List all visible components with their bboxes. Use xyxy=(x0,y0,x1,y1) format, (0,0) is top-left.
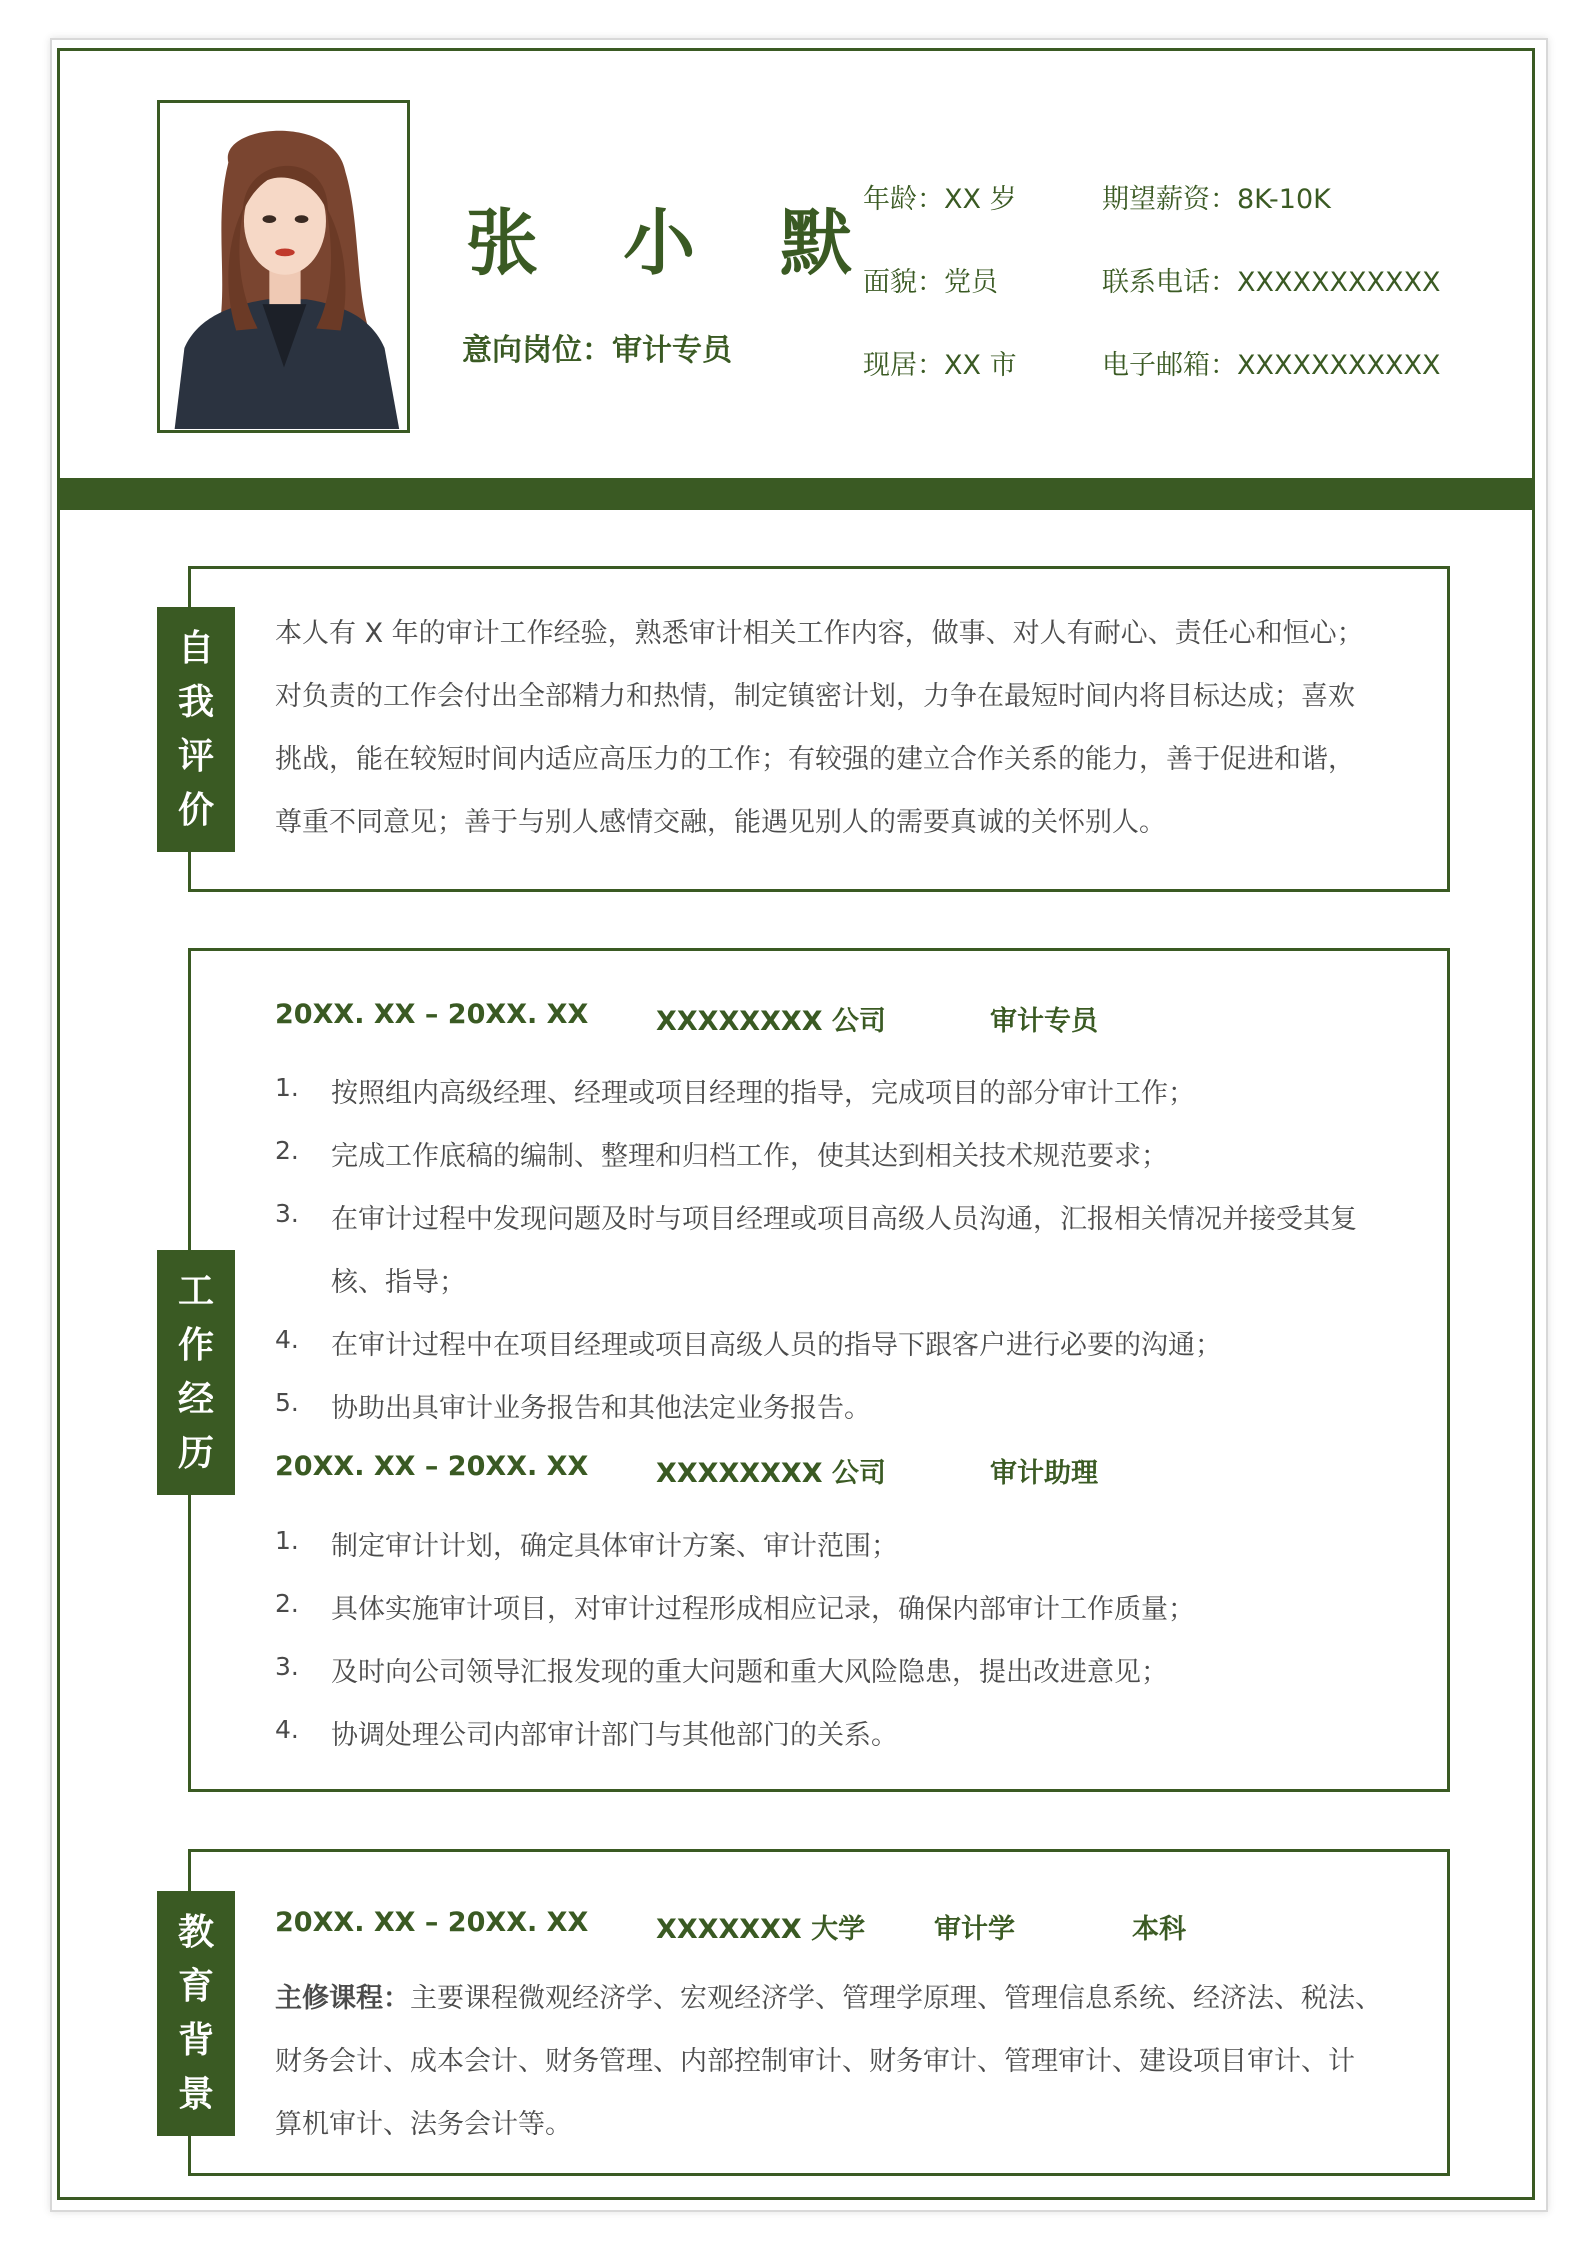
residence-info: 现居：XX 市 xyxy=(863,350,1017,381)
list-item: 在审计过程中发现问题及时与项目经理或项目高级人员沟通，汇报相关情况并接受其复 xyxy=(331,1204,1357,1235)
edu-degree: 本科 xyxy=(1132,1914,1186,1945)
list-item: 协助出具审计业务报告和其他法定业务报告。 xyxy=(331,1393,871,1424)
job-role: 审计专员 xyxy=(990,1006,1098,1037)
edu-period: 20XX. XX – 20XX. XX xyxy=(275,1907,589,1938)
header-divider-bar xyxy=(57,478,1535,510)
list-number: 4. xyxy=(275,1325,299,1354)
courses-text xyxy=(275,1967,1382,2156)
expected-salary-info: 期望薪资：8K-10K xyxy=(1102,184,1331,215)
job-period: 20XX. XX – 20XX. XX xyxy=(275,1451,589,1482)
list-number: 3. xyxy=(275,1652,299,1681)
list-item: 在审计过程中在项目经理或项目高级人员的指导下跟客户进行必要的沟通； xyxy=(331,1330,1222,1361)
list-item-continued: 核、指导； xyxy=(331,1267,466,1298)
self-eval-tab xyxy=(157,607,235,852)
education-tab xyxy=(157,1891,235,2136)
self-eval-line: 挑战，能在较短时间内适应高压力的工作；有较强的建立合作关系的能力，善于促进和谐， xyxy=(275,744,1355,775)
edu-major: 审计学 xyxy=(934,1914,1015,1945)
work-tab xyxy=(157,1250,235,1495)
list-number: 2. xyxy=(275,1589,299,1618)
self-eval-line: 对负责的工作会付出全部精力和热情，制定镇密计划，力争在最短时间内将目标达成；喜欢 xyxy=(275,681,1355,712)
candidate-name: 张 小 默 xyxy=(466,201,883,285)
job-company: XXXXXXXX 公司 xyxy=(656,1458,886,1489)
list-number: 5. xyxy=(275,1388,299,1417)
self-eval-line: 尊重不同意见；善于与别人感情交融，能遇见别人的需要真诚的关怀别人。 xyxy=(275,807,1166,838)
courses-line xyxy=(275,1967,1382,2030)
list-number: 3. xyxy=(275,1199,299,1228)
courses-label: 主修课程： xyxy=(275,1983,410,2014)
list-item: 按照组内高级经理、经理或项目经理的指导，完成项目的部分审计工作； xyxy=(331,1078,1195,1109)
list-item: 协调处理公司内部审计部门与其他部门的关系。 xyxy=(331,1720,898,1751)
list-item: 制定审计计划，确定具体审计方案、审计范围； xyxy=(331,1531,898,1562)
list-number: 2. xyxy=(275,1136,299,1165)
job-company: XXXXXXXX 公司 xyxy=(656,1006,886,1037)
self-eval-line: 本人有 X 年的审计工作经验，熟悉审计相关工作内容，做事、对人有耐心、责任心和恒心； xyxy=(275,618,1364,649)
list-item: 及时向公司领导汇报发现的重大问题和重大风险隐患，提出改进意见； xyxy=(331,1657,1168,1688)
profile-photo xyxy=(157,100,410,433)
courses-content: 主要课程微观经济学、宏观经济学、管理学原理、管理信息系统、经济法、税法、 xyxy=(410,1983,1382,2014)
job-role: 审计助理 xyxy=(990,1458,1098,1489)
self-eval-text xyxy=(275,602,1364,854)
phone-info: 联系电话：XXXXXXXXXXX xyxy=(1102,267,1441,298)
political-status-info: 面貌：党员 xyxy=(863,267,998,298)
courses-line: 算机审计、法务会计等。 xyxy=(275,2109,572,2140)
list-item: 具体实施审计项目，对审计过程形成相应记录，确保内部审计工作质量； xyxy=(331,1594,1195,1625)
edu-school: XXXXXXX 大学 xyxy=(656,1914,866,1945)
list-number: 1. xyxy=(275,1526,299,1555)
courses-line: 财务会计、成本会计、财务管理、内部控制审计、财务审计、管理审计、建设项目审计、计 xyxy=(275,2046,1355,2077)
age-info: 年龄：XX 岁 xyxy=(863,184,1017,215)
email-info: 电子邮箱：XXXXXXXXXXX xyxy=(1102,350,1441,381)
list-item: 完成工作底稿的编制、整理和归档工作，使其达到相关技术规范要求； xyxy=(331,1141,1168,1172)
intent-position: 意向岗位：审计专员 xyxy=(462,333,732,368)
self-eval-title: 自我评价 xyxy=(177,627,214,831)
work-title: 工作经历 xyxy=(177,1270,214,1474)
list-number: 1. xyxy=(275,1073,299,1102)
education-title: 教育背景 xyxy=(177,1911,214,2115)
list-number: 4. xyxy=(275,1715,299,1744)
job-period: 20XX. XX – 20XX. XX xyxy=(275,999,589,1030)
